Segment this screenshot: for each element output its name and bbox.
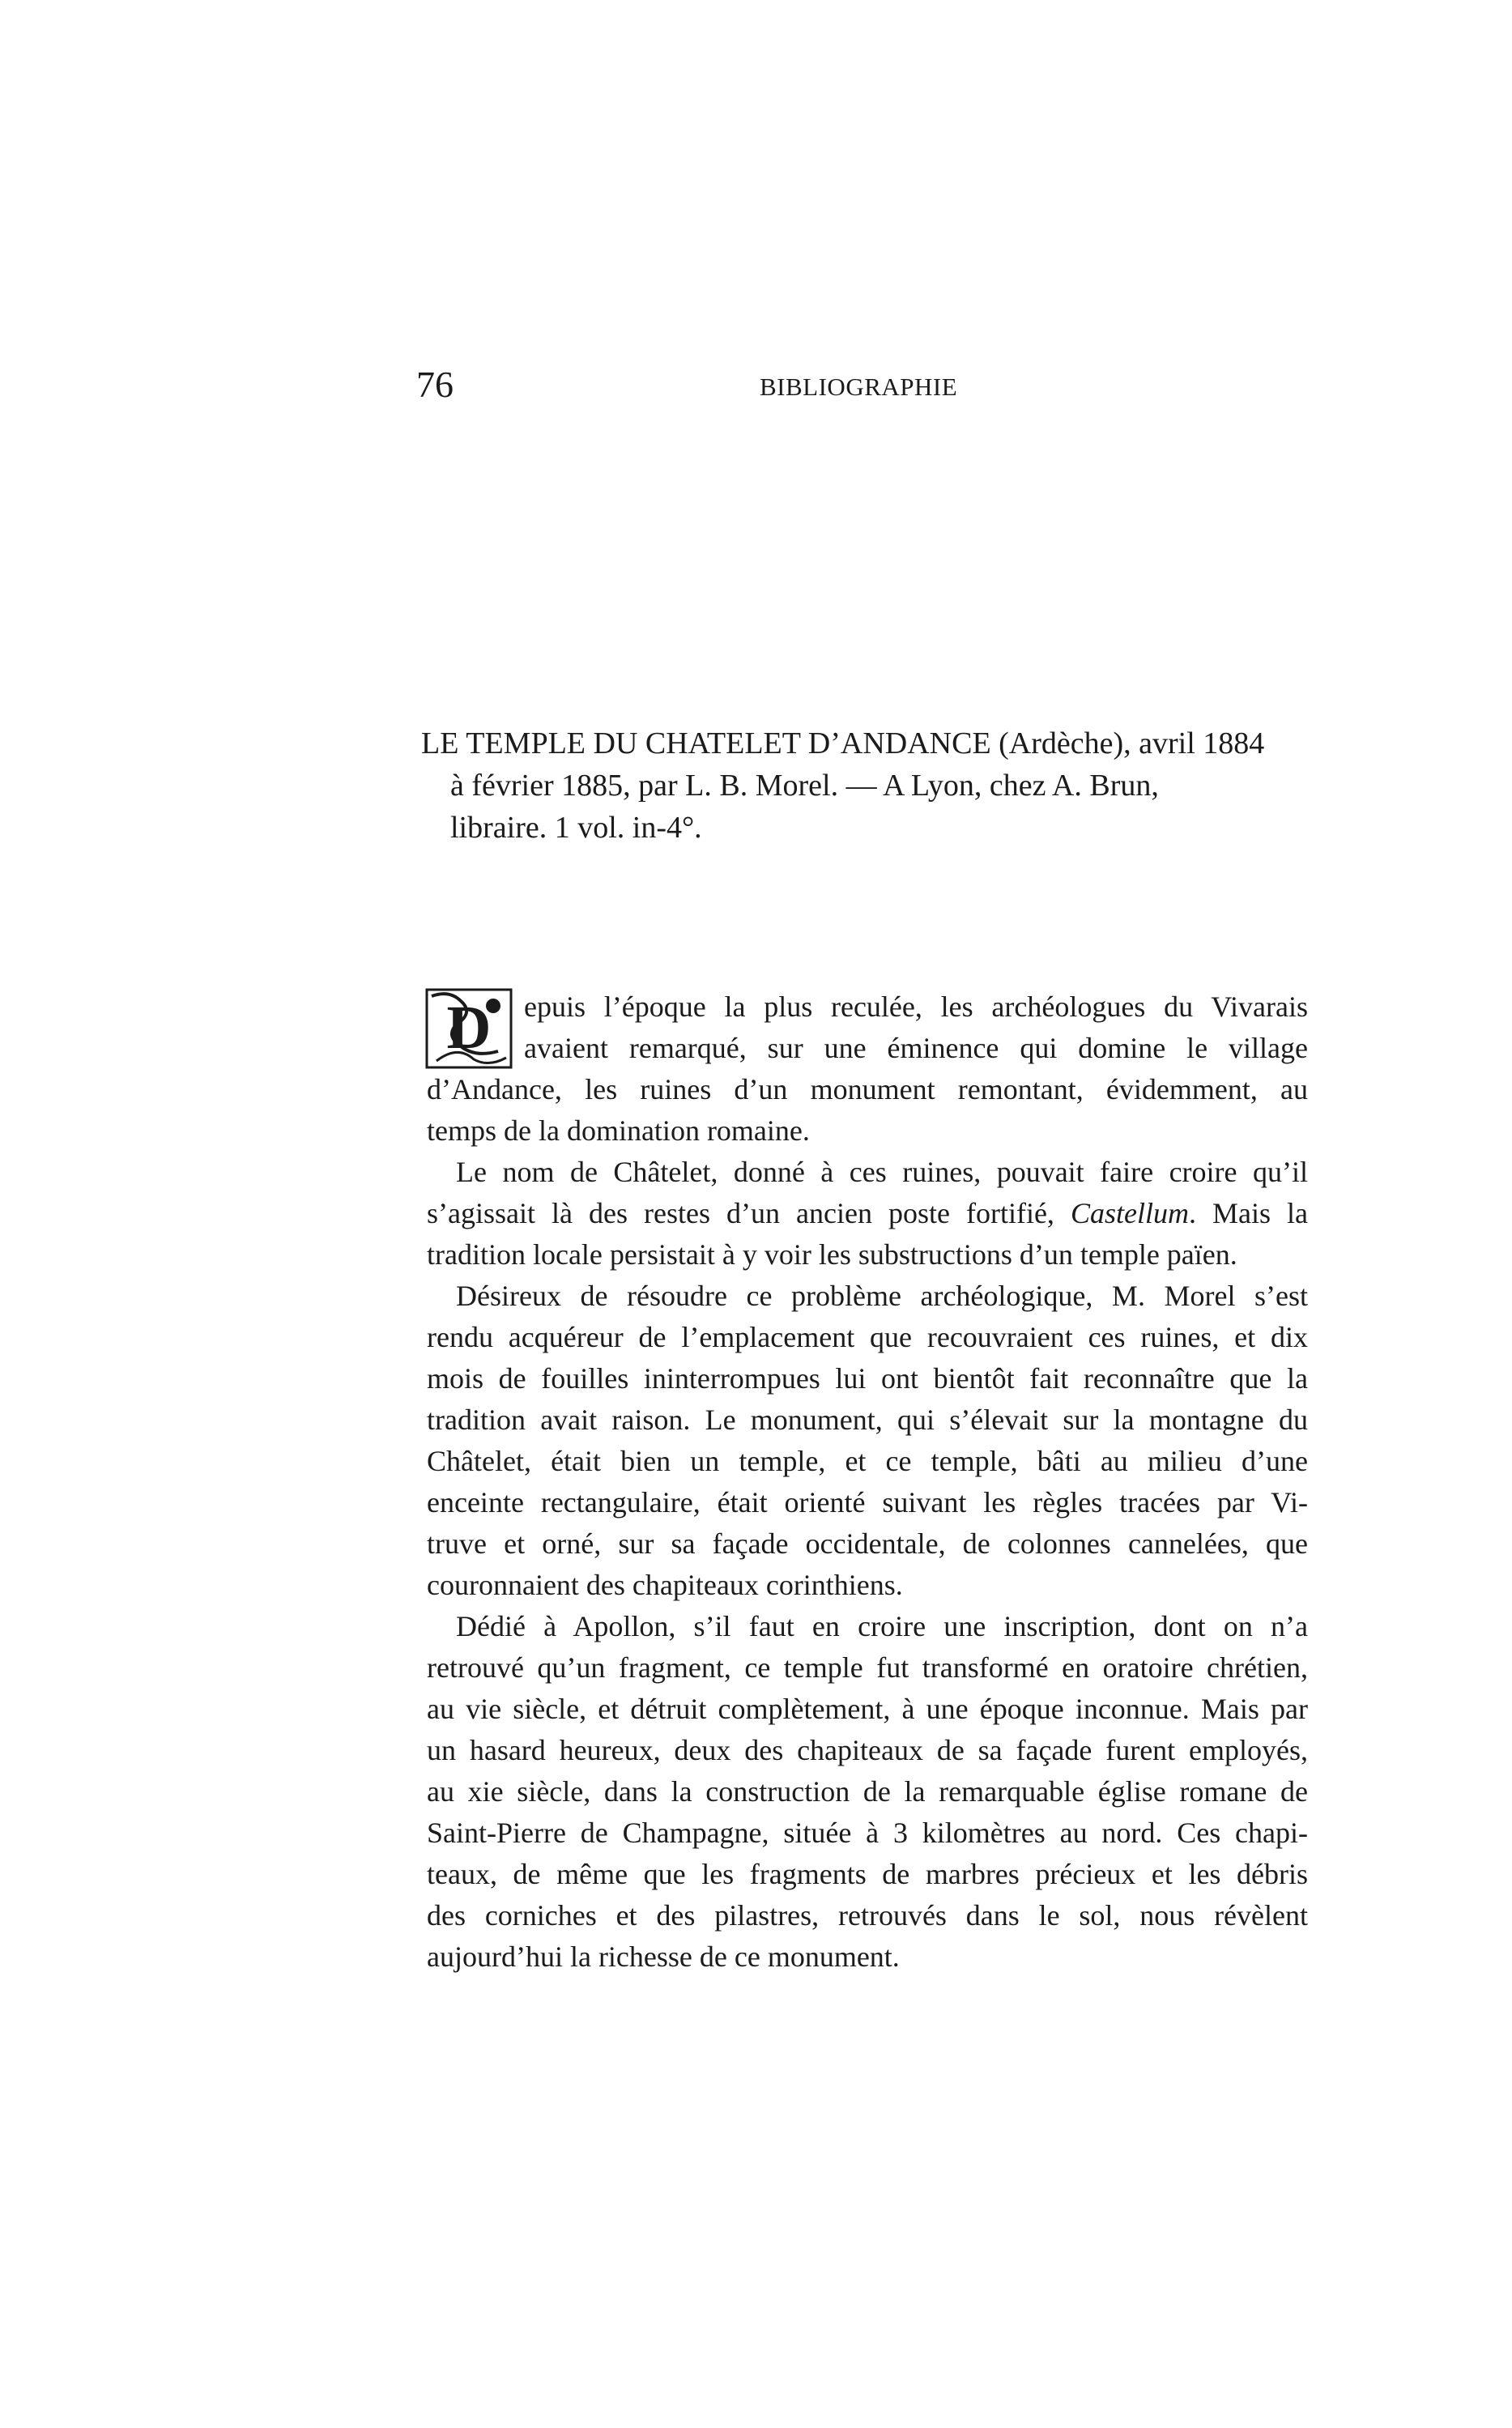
body-line: epuis l’époque la plus reculée, les archéologues du Vivarais <box>524 990 1308 1023</box>
running-head: BIBLIOGRAPHIE <box>760 373 958 401</box>
body-line: temps de la domination romaine. <box>427 1114 810 1147</box>
body-line: Le nom de Châtelet, donné à ces ruines, pouvait faire croire qu’il <box>456 1156 1308 1188</box>
body-line-part: s’agissait là des restes d’un ancien poste fortifié, <box>427 1197 1071 1229</box>
body-line: Désireux de résoudre ce problème archéologique, M. Morel s’est <box>456 1280 1308 1312</box>
body-line: d’Andance, les ruines d’un monument remontant, évidemment, au <box>427 1073 1308 1105</box>
body-line: mois de fouilles ininterrompues lui ont bientôt fait reconnaître que la <box>427 1362 1308 1395</box>
article-body <box>427 986 1308 1978</box>
body-line: aujourd’hui la richesse de ce monument. <box>427 1940 900 1973</box>
body-line: au vie siècle, et détruit complètement, à une époque inconnue. Mais par <box>427 1693 1308 1725</box>
entry-title-line: à février 1885, par L. B. Morel. — A Lyon, chez A. Brun, <box>450 769 1159 803</box>
body-line: truve et orné, sur sa façade occidentale, de colonnes cannelées, que <box>427 1527 1308 1560</box>
bibliographic-entry-title <box>421 722 1308 849</box>
body-line: couronnaient des chapiteaux corinthiens. <box>427 1569 903 1601</box>
body-line: tradition locale persistait à y voir les substructions d’un temple païen. <box>427 1238 1237 1271</box>
ornamental-dropcap-icon <box>425 988 513 1069</box>
body-line <box>427 1193 1308 1234</box>
body-line: au xie siècle, dans la construction de la remarquable église romane de <box>427 1775 1308 1808</box>
body-line: un hasard heureux, deux des chapiteaux de sa façade furent employés, <box>427 1734 1308 1766</box>
body-line: avaient remarqué, sur une éminence qui domine le village <box>524 1032 1308 1064</box>
body-line: des corniches et des pilastres, retrouvés dans le sol, nous révèlent <box>427 1899 1308 1932</box>
body-line: Châtelet, était bien un temple, et ce temple, bâti au milieu d’une <box>427 1445 1308 1477</box>
body-line-part: . Mais la <box>1188 1197 1309 1229</box>
entry-title-line: LE TEMPLE DU CHATELET D’ANDANCE (Ardèche), avril 1884 <box>421 726 1265 760</box>
entry-title-line: libraire. 1 vol. in-4°. <box>450 811 702 845</box>
body-line: teaux, de même que les fragments de marbres précieux et les débris <box>427 1858 1308 1890</box>
body-line: Dédié à Apollon, s’il faut en croire une inscription, dont on n’a <box>456 1610 1308 1642</box>
italic-term: Castellum <box>1070 1197 1189 1229</box>
dropcap-letter: D <box>446 994 492 1062</box>
body-line: retrouvé qu’un fragment, ce temple fut transformé en oratoire chrétien, <box>427 1651 1308 1684</box>
body-line: rendu acquéreur de l’emplacement que recouvraient ces ruines, et dix <box>427 1321 1308 1353</box>
body-line: enceinte rectangulaire, était orienté suivant les règles tracées par Vi- <box>427 1486 1308 1519</box>
body-line: Saint-Pierre de Champagne, située à 3 kilomètres au nord. Ces chapi- <box>427 1817 1308 1849</box>
page-number: 76 <box>416 364 454 405</box>
body-line: tradition avait raison. Le monument, qui s’élevait sur la montagne du <box>427 1404 1308 1436</box>
